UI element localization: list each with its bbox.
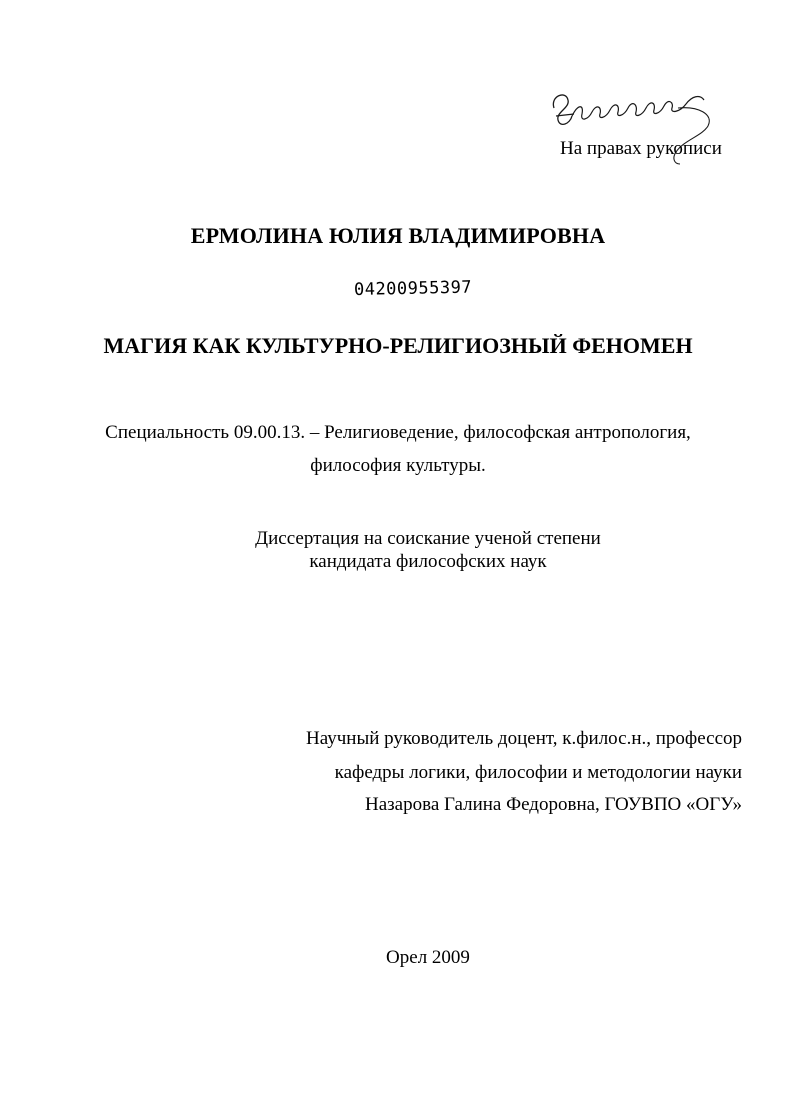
dissertation-type-line-1: Диссертация на соискание ученой степени — [255, 528, 601, 549]
specialty-line-2: философия культуры. — [310, 455, 486, 476]
supervisor-line-3: Назарова Галина Федоровна, ГОУВПО «ОГУ» — [365, 794, 742, 815]
specialty-line-1: Специальность 09.00.13. – Религиоведение, философская антропология, — [105, 422, 691, 443]
registration-stamp: 04200955397 — [353, 277, 473, 300]
dissertation-title: МАГИЯ КАК КУЛЬТУРНО-РЕЛИГИОЗНЫЙ ФЕНОМЕН — [103, 333, 693, 358]
manuscript-rights-note: На правах рукописи — [560, 138, 722, 159]
city-year: Орел 2009 — [386, 947, 470, 968]
supervisor-line-1: Научный руководитель доцент, к.филос.н., профессор — [306, 728, 742, 749]
supervisor-line-2: кафедры логики, философии и методологии науки — [334, 762, 742, 783]
author-name: ЕРМОЛИНА ЮЛИЯ ВЛАДИМИРОВНА — [190, 223, 606, 248]
dissertation-type-line-2: кандидата философских наук — [309, 551, 547, 572]
